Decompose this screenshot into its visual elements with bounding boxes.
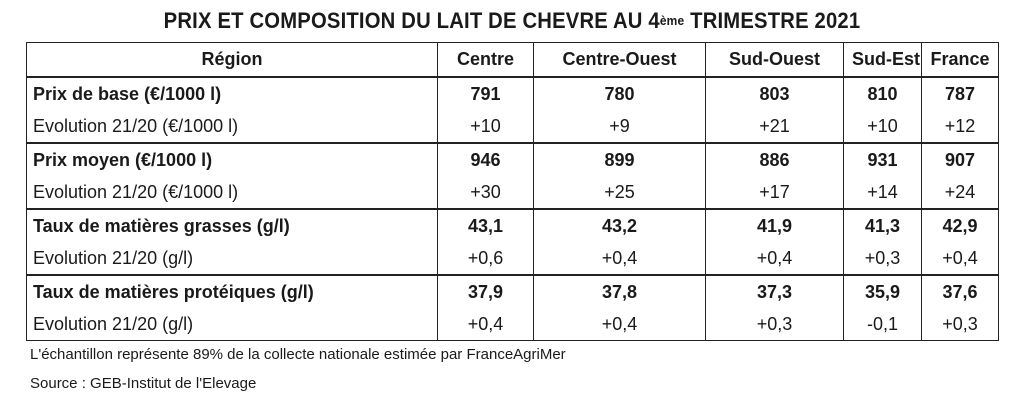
table-cell: +9 [534,110,706,143]
table-row [27,77,999,110]
sample-note: L'échantillon représente 89% de la collecte nationale estimée par FranceAgriMer [30,346,566,363]
header-region: Région [27,43,438,78]
table-cell: 803 [706,77,844,110]
source-note: Source : GEB-Institut de l'Elevage [30,375,257,392]
table-cell: +0,3 [844,242,922,275]
table-cell: 810 [844,77,922,110]
row-label: Prix de base (€/1000 l) [27,77,438,110]
table-cell: +0,6 [438,242,534,275]
table-cell: +0,4 [438,308,534,341]
table-cell: +10 [438,110,534,143]
table-cell: 41,3 [844,209,922,242]
table-cell: +0,4 [706,242,844,275]
table-row [27,143,999,176]
title-tail: TRIMESTRE 2021 [684,8,861,33]
table-row [27,275,999,308]
table-row [27,308,999,341]
table-cell: 780 [534,77,706,110]
table-cell: 946 [438,143,534,176]
table-cell: 43,1 [438,209,534,242]
table-cell: 37,6 [922,275,999,308]
table-cell: +0,3 [922,308,999,341]
row-label: Taux de matières grasses (g/l) [27,209,438,242]
row-label: Evolution 21/20 (€/1000 l) [27,110,438,143]
table-cell: +30 [438,176,534,209]
title-main: PRIX ET COMPOSITION DU LAIT DE CHEVRE AU 4 [163,8,660,33]
header-sud-est: Sud-Est [844,43,922,78]
table-cell: 43,2 [534,209,706,242]
table-cell: 931 [844,143,922,176]
header-centre-ouest: Centre-Ouest [534,43,706,78]
milk-price-table [26,42,999,341]
table-cell: +12 [922,110,999,143]
table-cell: 899 [534,143,706,176]
header-sud-ouest: Sud-Ouest [706,43,844,78]
header-centre: Centre [438,43,534,78]
table-row [27,242,999,275]
table-cell: +0,4 [534,242,706,275]
table-row [27,110,999,143]
table-row [27,176,999,209]
page-title [41,8,983,34]
row-label: Evolution 21/20 (g/l) [27,308,438,341]
table-cell: 41,9 [706,209,844,242]
row-label: Evolution 21/20 (g/l) [27,242,438,275]
table-cell: +0,3 [706,308,844,341]
table-cell: +0,4 [534,308,706,341]
table-cell: +25 [534,176,706,209]
table-cell: 37,3 [706,275,844,308]
table-cell: +10 [844,110,922,143]
row-label: Taux de matières protéiques (g/l) [27,275,438,308]
table-cell: 37,8 [534,275,706,308]
row-label: Prix moyen (€/1000 l) [27,143,438,176]
table-cell: +14 [844,176,922,209]
table-cell: -0,1 [844,308,922,341]
table-cell: +21 [706,110,844,143]
table-cell: 35,9 [844,275,922,308]
table-cell: 42,9 [922,209,999,242]
table-cell: +0,4 [922,242,999,275]
row-label: Evolution 21/20 (€/1000 l) [27,176,438,209]
table-cell: +17 [706,176,844,209]
table-cell: 791 [438,77,534,110]
table-row [27,209,999,242]
table-cell: 787 [922,77,999,110]
table-cell: 37,9 [438,275,534,308]
header-france: France [922,43,999,78]
table-cell: +24 [922,176,999,209]
table-cell: 907 [922,143,999,176]
table-cell: 886 [706,143,844,176]
title-superscript: ème [659,13,685,28]
table-header-row [27,43,999,78]
